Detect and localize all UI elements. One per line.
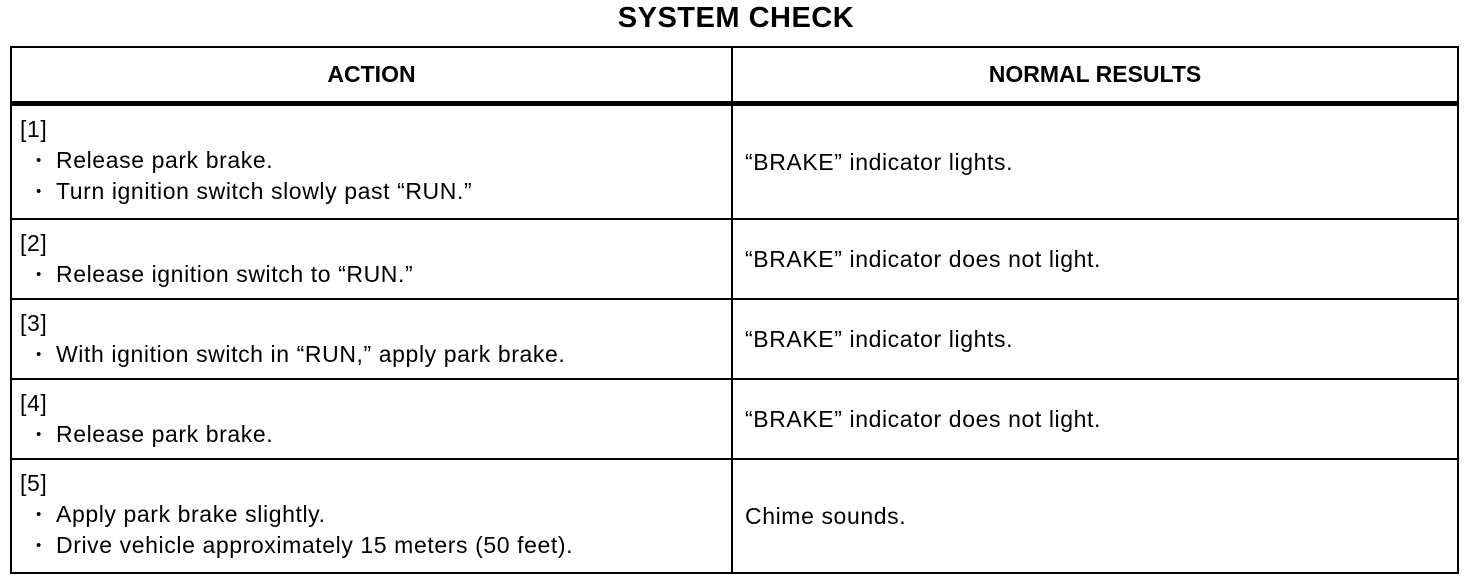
- table-header-row: [11, 47, 1458, 104]
- action-item: • Release park brake.: [56, 419, 731, 450]
- step-number: [3]: [20, 310, 48, 336]
- header-action: ACTION: [11, 47, 732, 104]
- result-cell: “BRAKE” indicator does not light.: [732, 379, 1458, 459]
- action-cell: [11, 459, 732, 573]
- action-item: • Drive vehicle approximately 15 meters (50 feet).: [56, 530, 731, 561]
- page-title: SYSTEM CHECK: [617, 2, 855, 34]
- action-cell: [11, 104, 732, 220]
- action-cell: [11, 379, 732, 459]
- action-cell: [11, 219, 732, 299]
- result-cell: “BRAKE” indicator lights.: [732, 104, 1458, 220]
- table-row: [11, 459, 1458, 573]
- action-item: • With ignition switch in “RUN,” apply park brake.: [56, 339, 731, 370]
- table-row: [11, 299, 1458, 379]
- table-row: [11, 379, 1458, 459]
- action-list: [12, 499, 731, 561]
- system-check-table: [10, 46, 1459, 574]
- action-item: • Release ignition switch to “RUN.”: [56, 259, 731, 290]
- action-cell: [11, 299, 732, 379]
- action-list: [12, 339, 731, 370]
- action-list: [12, 259, 731, 290]
- result-cell: Chime sounds.: [732, 459, 1458, 573]
- result-cell: “BRAKE” indicator lights.: [732, 299, 1458, 379]
- header-normal-results: NORMAL RESULTS: [732, 47, 1458, 104]
- step-number: [5]: [20, 470, 48, 496]
- step-number: [4]: [20, 390, 48, 416]
- step-number: [1]: [20, 116, 48, 142]
- table-row: [11, 219, 1458, 299]
- action-list: [12, 145, 731, 207]
- action-list: [12, 419, 731, 450]
- step-number: [2]: [20, 230, 48, 256]
- action-item: • Apply park brake slightly.: [56, 499, 731, 530]
- action-item: • Release park brake.: [56, 145, 731, 176]
- result-cell: “BRAKE” indicator does not light.: [732, 219, 1458, 299]
- action-item: • Turn ignition switch slowly past “RUN.”: [56, 176, 731, 207]
- table-row: [11, 104, 1458, 220]
